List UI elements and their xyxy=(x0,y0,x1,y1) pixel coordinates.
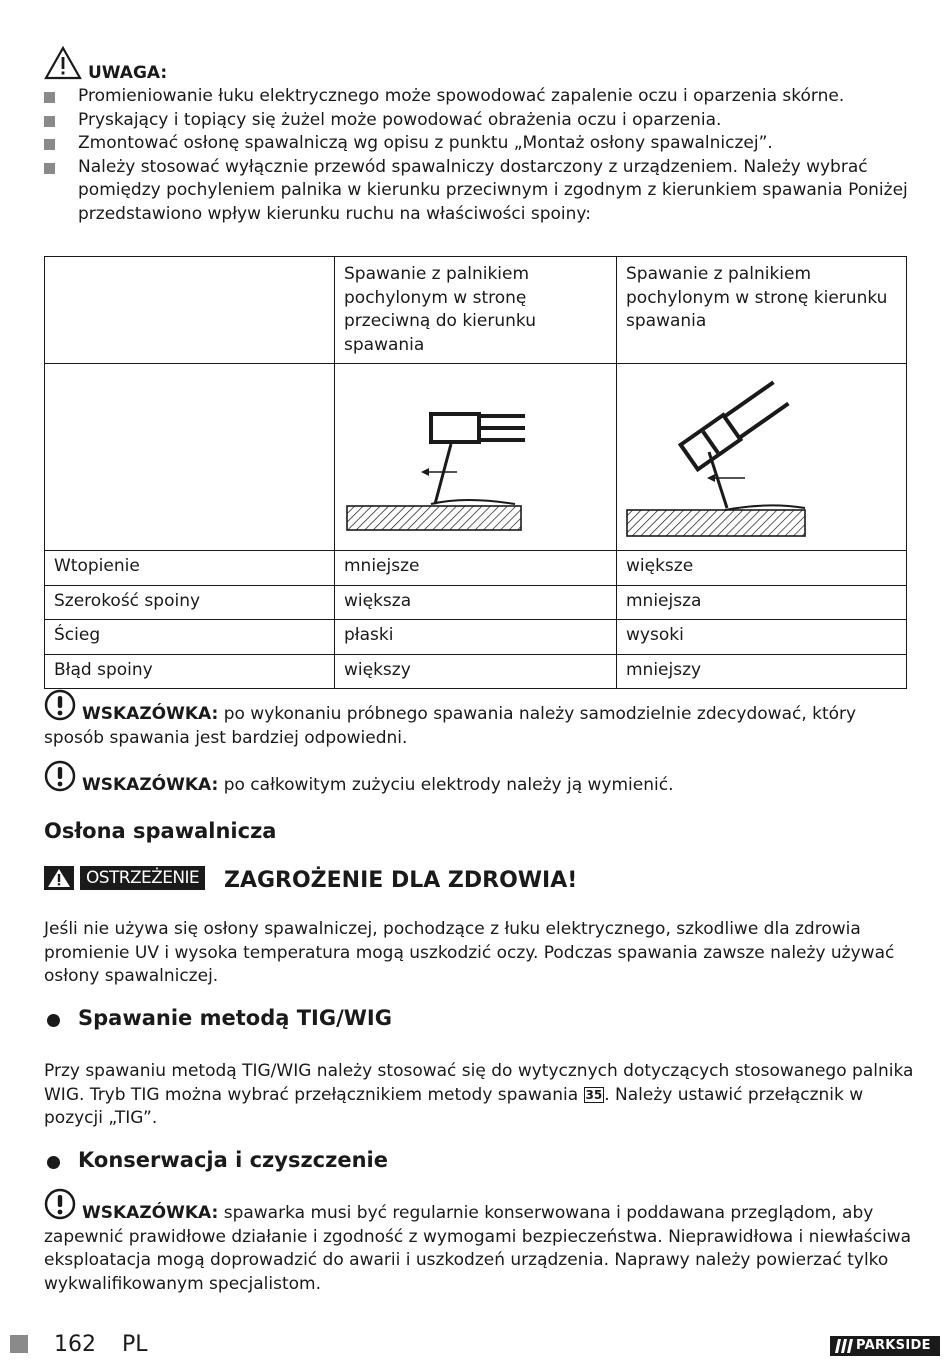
diagram-cell xyxy=(335,364,617,551)
hint-label: WSKAZÓWKA: xyxy=(82,704,219,724)
hint-text: po wykonaniu próbnego spawania należy samodzielnie zdecydować, który sposób spawania jest bardziej odpowiedni. xyxy=(44,704,857,748)
row-value-along: mniejszy xyxy=(617,654,907,689)
list-item: Pryskający i topiący się żużel może powodować obrażenia oczu i oparzenia. xyxy=(44,109,914,133)
table-row xyxy=(45,585,907,620)
footer-square-icon xyxy=(10,1335,28,1353)
warning-badge: OSTRZEŻENIE xyxy=(80,866,205,890)
bullet-square-icon xyxy=(44,163,55,174)
table-row xyxy=(45,654,907,689)
bullet-square-icon xyxy=(44,139,55,150)
diagram-cell xyxy=(617,364,907,551)
hint-maintenance xyxy=(44,1188,914,1296)
table-header-row xyxy=(45,257,907,364)
brand-stripes-icon xyxy=(835,1339,853,1353)
section-heading-shield: Osłona spawalnicza xyxy=(44,819,277,843)
bullet-dot-icon xyxy=(47,1014,60,1027)
row-value-against: płaski xyxy=(335,620,617,655)
hint-test-welding xyxy=(44,689,914,750)
row-value-against: mniejsze xyxy=(335,551,617,586)
tig-paragraph: Przy spawaniu metodą TIG/WIG należy stosować się do wytycznych dotyczących stosowanego palnika WIG. Tryb TIG można wybrać przełącznikiem metody spawania 35 . Należy ustawić przełącznik w pozycji „TIG”. xyxy=(44,1061,914,1128)
table-row xyxy=(45,551,907,586)
hint-text: po całkowitym zużyciu elektrody należy ją wymienić. xyxy=(218,775,674,795)
row-label: Błąd spoiny xyxy=(45,654,335,689)
row-value-along: mniejsza xyxy=(617,585,907,620)
row-value-along: wysoki xyxy=(617,620,907,655)
bullet-square-icon xyxy=(44,116,55,127)
section-heading-maintenance: Konserwacja i czyszczenie xyxy=(44,1149,388,1173)
row-value-against: większa xyxy=(335,585,617,620)
warning-triangle-icon xyxy=(44,46,82,80)
hint-text: spawarka musi być regularnie konserwowana i poddawana przeglądom, aby zapewnić prawidłowe działanie i zgodność z wymogami bezpieczeństwa. Nieprawidłowa i niewłaściwa eksploatacja mogą doprowadzić do awarii i uszkodzeń urządzenia. Naprawy należy powierzać tylko wykwalifikowanym specjalistom. xyxy=(44,1203,912,1294)
row-label: Szerokość spoiny xyxy=(45,585,335,620)
row-value-along: większe xyxy=(617,551,907,586)
section-heading-tig: Spawanie metodą TIG/WIG xyxy=(44,1007,392,1031)
list-item: Zmontować osłonę spawalniczą wg opisu z punktu „Montaż osłony spawalniczej”. xyxy=(44,132,914,156)
bullet-dot-icon xyxy=(47,1156,60,1169)
warning-list xyxy=(44,85,914,226)
torch-along-direction-diagram xyxy=(617,364,905,550)
list-item: Promieniowanie łuku elektrycznego może spowodować zapalenie oczu i oparzenia skórne. xyxy=(44,85,914,109)
language-code: PL xyxy=(122,1332,148,1357)
row-value-against: większy xyxy=(335,654,617,689)
brand-name: PARKSIDE xyxy=(856,1338,931,1353)
brand-logo xyxy=(830,1336,940,1356)
exclamation-circle-icon xyxy=(44,760,76,792)
table-header-cell xyxy=(45,257,335,364)
hint-label: WSKAZÓWKA: xyxy=(82,1203,219,1223)
row-label: Wtopienie xyxy=(45,551,335,586)
table-empty-cell xyxy=(45,364,335,551)
hint-electrode xyxy=(44,760,914,798)
exclamation-circle-icon xyxy=(44,1188,76,1220)
list-item: Należy stosować wyłącznie przewód spawalniczy dostarczony z urządzeniem. Należy wybrać pomiędzy pochyleniem palnika w kierunku przeciwnym i zgodnym z kierunkiem spawania Poniżej przedstawiono wpływ kierunku ruchu na właściwości spoiny: xyxy=(44,156,914,227)
row-label: Ścieg xyxy=(45,620,335,655)
torch-against-direction-diagram xyxy=(335,364,615,550)
part-reference-badge: 35 xyxy=(585,1087,603,1102)
danger-title: ZAGROŻENIE DLA ZDROWIA! xyxy=(224,868,578,893)
page-number: 162 xyxy=(54,1332,96,1357)
warning-title: UWAGA: xyxy=(88,63,168,83)
danger-triangle-icon xyxy=(44,866,74,890)
table-header-cell: Spawanie z palnikiem pochylonym w stronę przeciwną do kierunku spawania xyxy=(335,257,617,364)
exclamation-circle-icon xyxy=(44,689,76,721)
bullet-square-icon xyxy=(44,92,55,103)
hint-label: WSKAZÓWKA: xyxy=(82,775,219,795)
table-header-cell: Spawanie z palnikiem pochylonym w stronę kierunku spawania xyxy=(617,257,907,364)
table-diagram-row xyxy=(45,364,907,551)
table-row xyxy=(45,620,907,655)
shield-paragraph: Jeśli nie używa się osłony spawalniczej, pochodzące z łuku elektrycznego, szkodliwe dla zdrowia promienie UV i wysoka temperatura mogą uszkodzić oczy. Podczas spawania zawsze należy używać osłony spawalniczej. xyxy=(44,919,895,986)
welding-direction-table xyxy=(44,256,907,689)
